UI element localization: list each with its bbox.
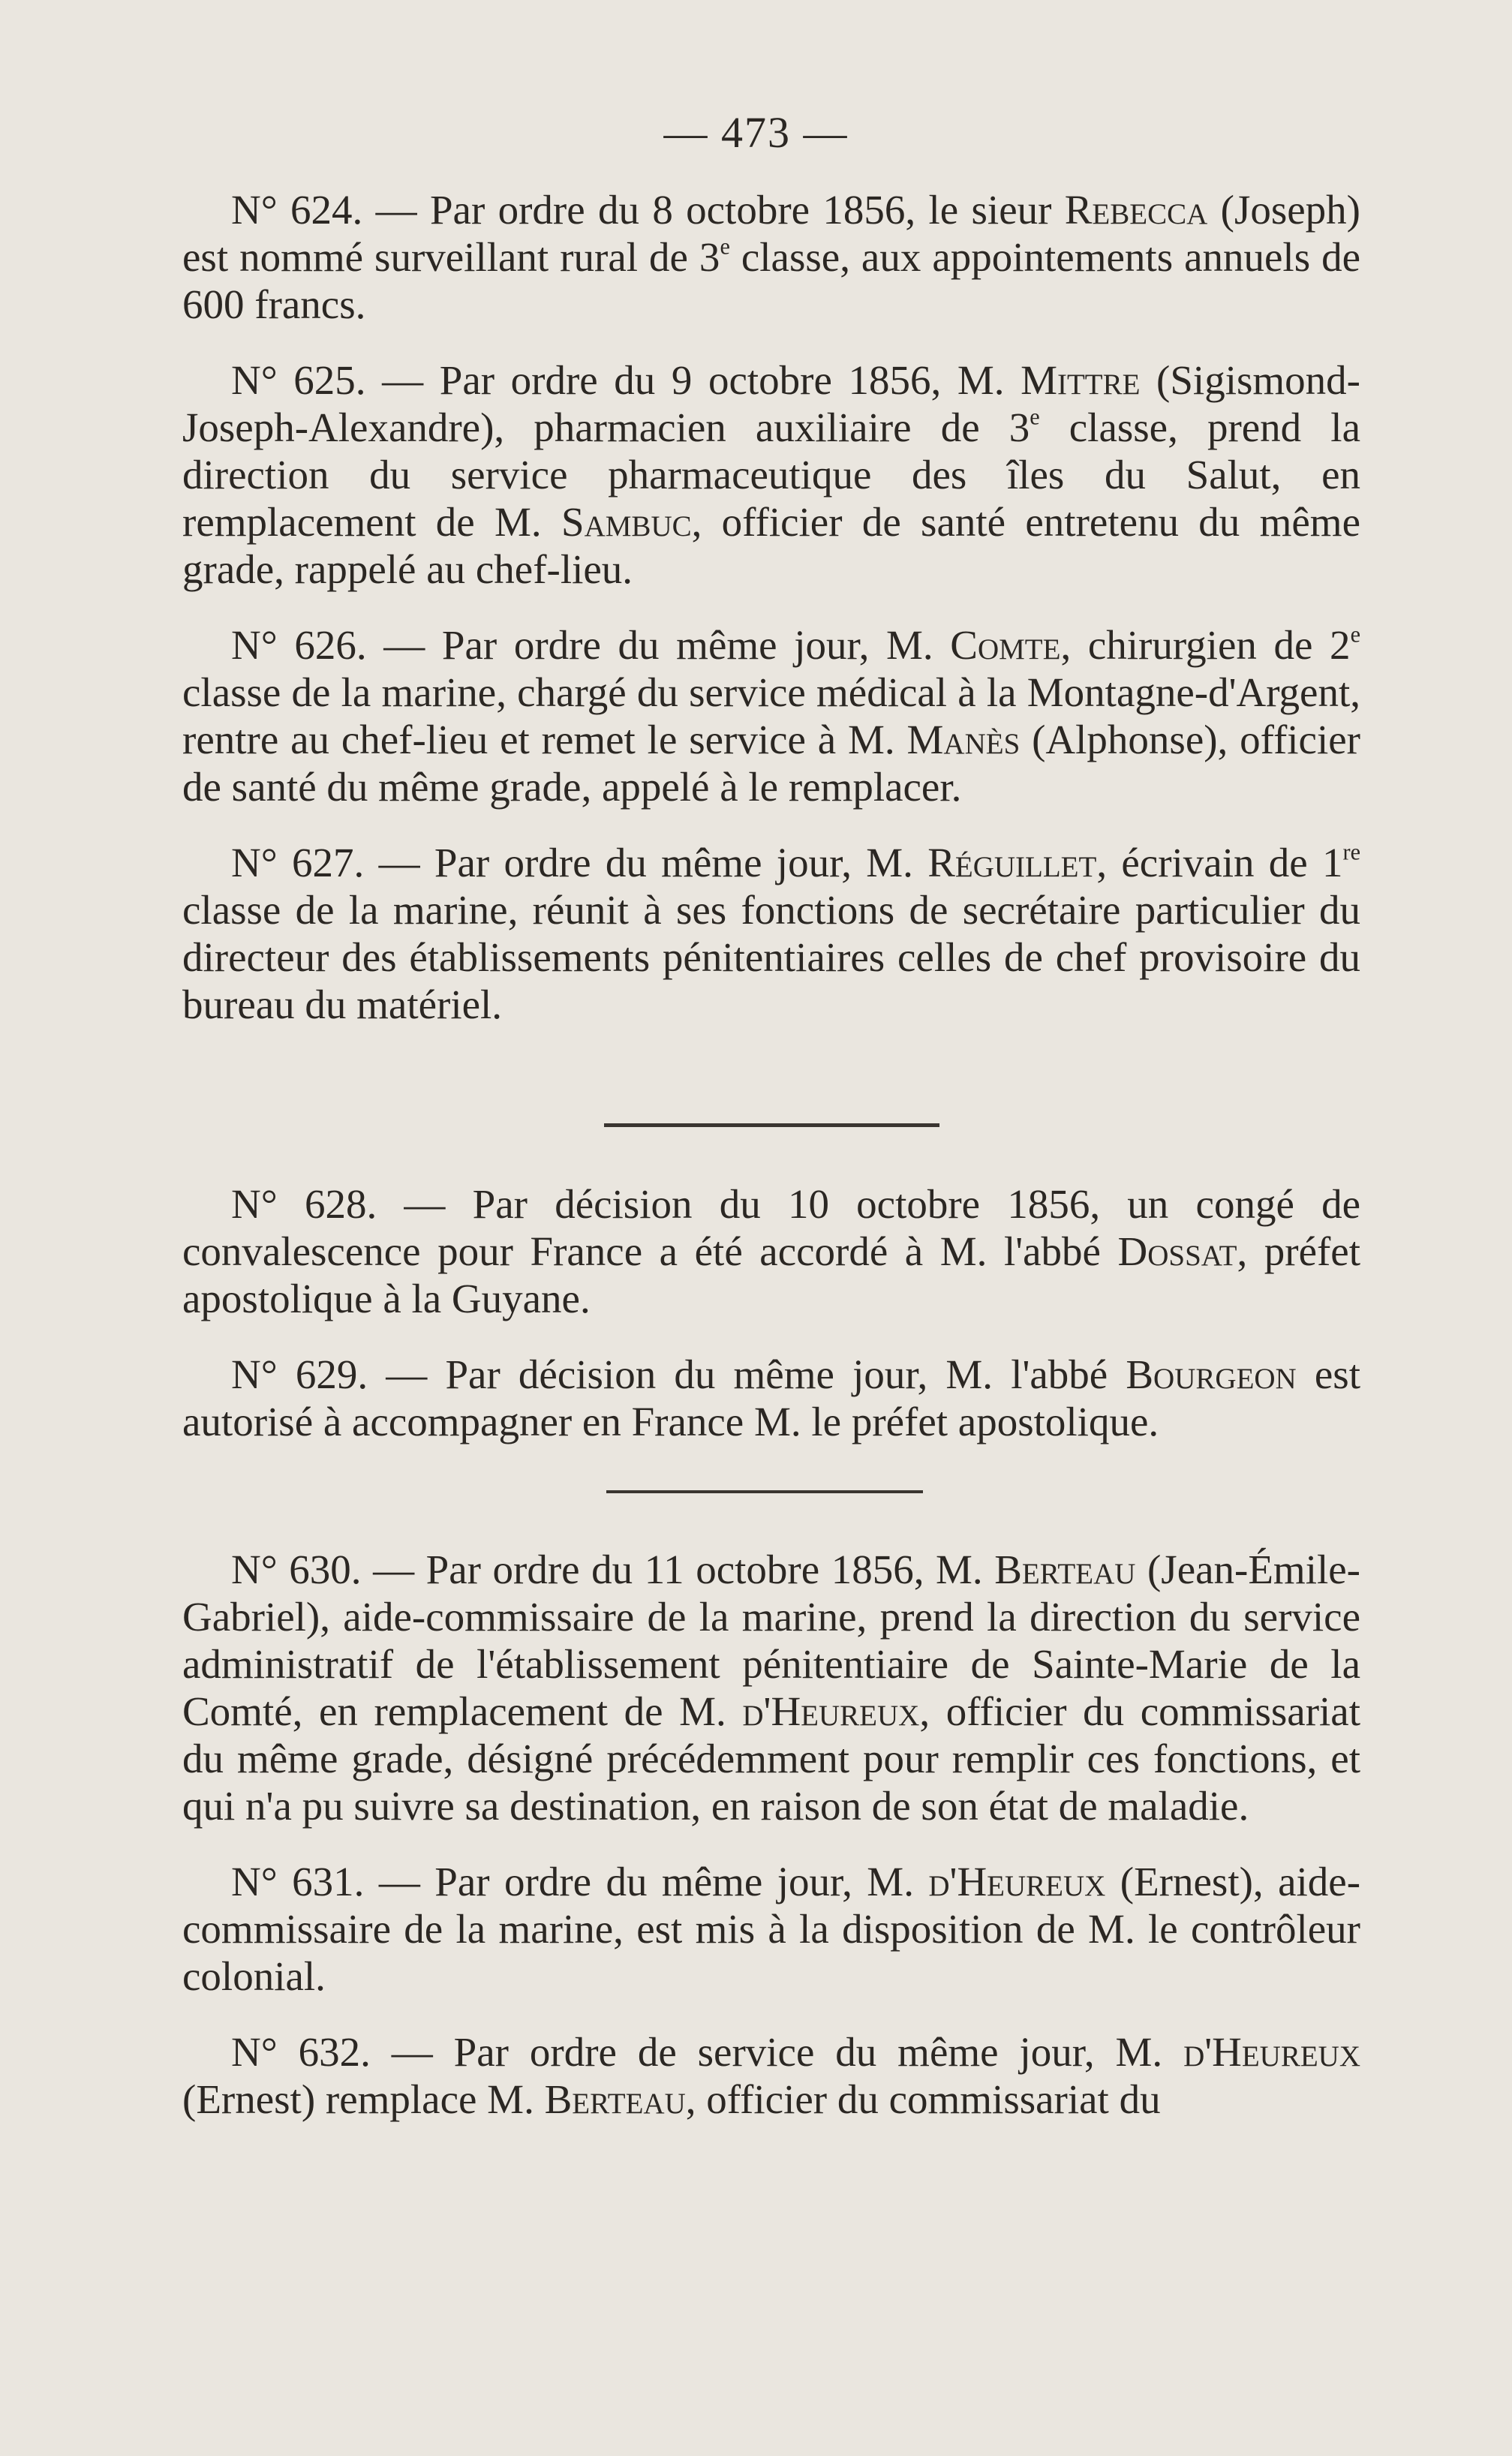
entry-628 xyxy=(182,1180,1360,1322)
text-block-1 xyxy=(182,186,1360,1028)
entry-number: N° 626. xyxy=(231,622,367,668)
entry-626 xyxy=(182,621,1360,810)
entry-text: (Sigismond-Joseph-Alexandre), pharmacien auxiliaire de 3 xyxy=(182,357,1360,450)
entry-text: , officier du commissariat du même grade, désigné précédemment pour remplir ces fonctions, et qui n'a pu suivre sa destination, en raison de son état de maladie. xyxy=(182,1688,1360,1829)
entry-text: — Par décision du même jour, M. l'abbé xyxy=(368,1351,1126,1397)
entry-text: — Par ordre du 11 octobre 1856, M. xyxy=(361,1547,995,1592)
entry-number: N° 627. xyxy=(231,840,365,885)
ordinal-suffix: e xyxy=(1030,404,1040,430)
entry-number: N° 632. xyxy=(231,2029,371,2075)
person-name: Dossat xyxy=(1117,1228,1237,1274)
entry-text: , chirurgien de 2 xyxy=(1060,622,1351,668)
text-block-2 xyxy=(182,1180,1360,1445)
entry-number: N° 624. xyxy=(231,187,363,233)
entry-text: , officier de santé entretenu du même grade, rappelé au chef-lieu. xyxy=(182,499,1360,592)
person-name: Rebecca xyxy=(1064,187,1208,233)
entry-text: classe de la marine, chargé du service médical à la Montagne-d'Argent, rentre au chef-lieu et remet le service à M. xyxy=(182,669,1360,762)
entry-text: (Jean-Émile-Gabriel), aide-commissaire de la marine, prend la direction du service administratif de l'établissement pénitentiaire de Sainte-Marie de la Comté, en remplacement de M. xyxy=(182,1547,1360,1734)
person-name: Manès xyxy=(906,717,1021,762)
text-block-3 xyxy=(182,1546,1360,2123)
person-name: d'Heureux xyxy=(928,1859,1106,1904)
entry-text: classe, prend la direction du service pharmaceutique des îles du Salut, en remplacement de M. xyxy=(182,404,1360,545)
ordinal-suffix: e xyxy=(720,233,730,260)
entry-text: — Par décision du 10 octobre 1856, un congé de convalescence pour France a été accordé à M. l'abbé xyxy=(182,1181,1360,1274)
entry-text: (Alphonse), officier de santé du même grade, appelé à le remplacer. xyxy=(182,717,1360,810)
entry-text: , écrivain de 1 xyxy=(1096,840,1343,885)
entry-629 xyxy=(182,1351,1360,1445)
entry-number: N° 629. xyxy=(231,1351,368,1397)
entry-text: — Par ordre du même jour, M. xyxy=(364,1859,929,1904)
entry-text: classe de la marine, réunit à ses fonctions de secrétaire particulier du directeur des établissements pénitentiaires celles de chef provisoire du bureau du matériel. xyxy=(182,887,1360,1027)
entry-text: — Par ordre du même jour, M. xyxy=(366,622,951,668)
section-divider xyxy=(606,1490,923,1493)
ordinal-suffix: re xyxy=(1342,839,1360,865)
entry-627 xyxy=(182,839,1360,1028)
person-name: Sambuc xyxy=(561,499,692,545)
entry-text: (Ernest) remplace M. xyxy=(182,2076,545,2122)
section-divider xyxy=(604,1123,939,1127)
entry-text: , préfet apostolique à la Guyane. xyxy=(182,1228,1360,1321)
entry-text: classe, aux appointements annuels de 600 francs. xyxy=(182,234,1360,327)
entry-text: — Par ordre du 8 octobre 1856, le sieur xyxy=(362,187,1065,233)
entry-text: est autorisé à accompagner en France M. le préfet apostolique. xyxy=(182,1351,1360,1444)
person-name: Mittre xyxy=(1021,357,1141,403)
person-name: d'Heureux xyxy=(1183,2029,1361,2075)
entry-625 xyxy=(182,356,1360,593)
person-name: Berteau xyxy=(544,2076,686,2122)
entry-632 xyxy=(182,2028,1360,2123)
entry-number: N° 631. xyxy=(231,1859,365,1904)
person-name: Berteau xyxy=(994,1547,1136,1592)
person-name: d'Heureux xyxy=(742,1688,920,1734)
entry-text: , officier du commissariat du xyxy=(685,2076,1161,2122)
person-name: Comte xyxy=(950,622,1061,668)
entry-631 xyxy=(182,1858,1360,2000)
entry-text: — Par ordre du 9 octobre 1856, M. xyxy=(365,357,1021,403)
person-name: Réguillet xyxy=(927,840,1097,885)
entry-630 xyxy=(182,1546,1360,1829)
entry-text: (Ernest), aide-commissaire de la marine, est mis à la disposition de M. le contrôleur colonial. xyxy=(182,1859,1361,1999)
person-name: Bourgeon xyxy=(1126,1351,1297,1397)
entry-number: N° 628. xyxy=(231,1181,377,1227)
entry-number: N° 630. xyxy=(231,1547,362,1592)
entry-number: N° 625. xyxy=(231,357,366,403)
entry-text: (Joseph) est nommé surveillant rural de 3 xyxy=(182,187,1360,280)
entry-text: — Par ordre du même jour, M. xyxy=(364,840,928,885)
entry-text: — Par ordre de service du même jour, M. xyxy=(370,2029,1184,2075)
ordinal-suffix: e xyxy=(1350,621,1360,648)
page-number: — 473 — xyxy=(663,108,849,157)
entry-624 xyxy=(182,186,1360,328)
